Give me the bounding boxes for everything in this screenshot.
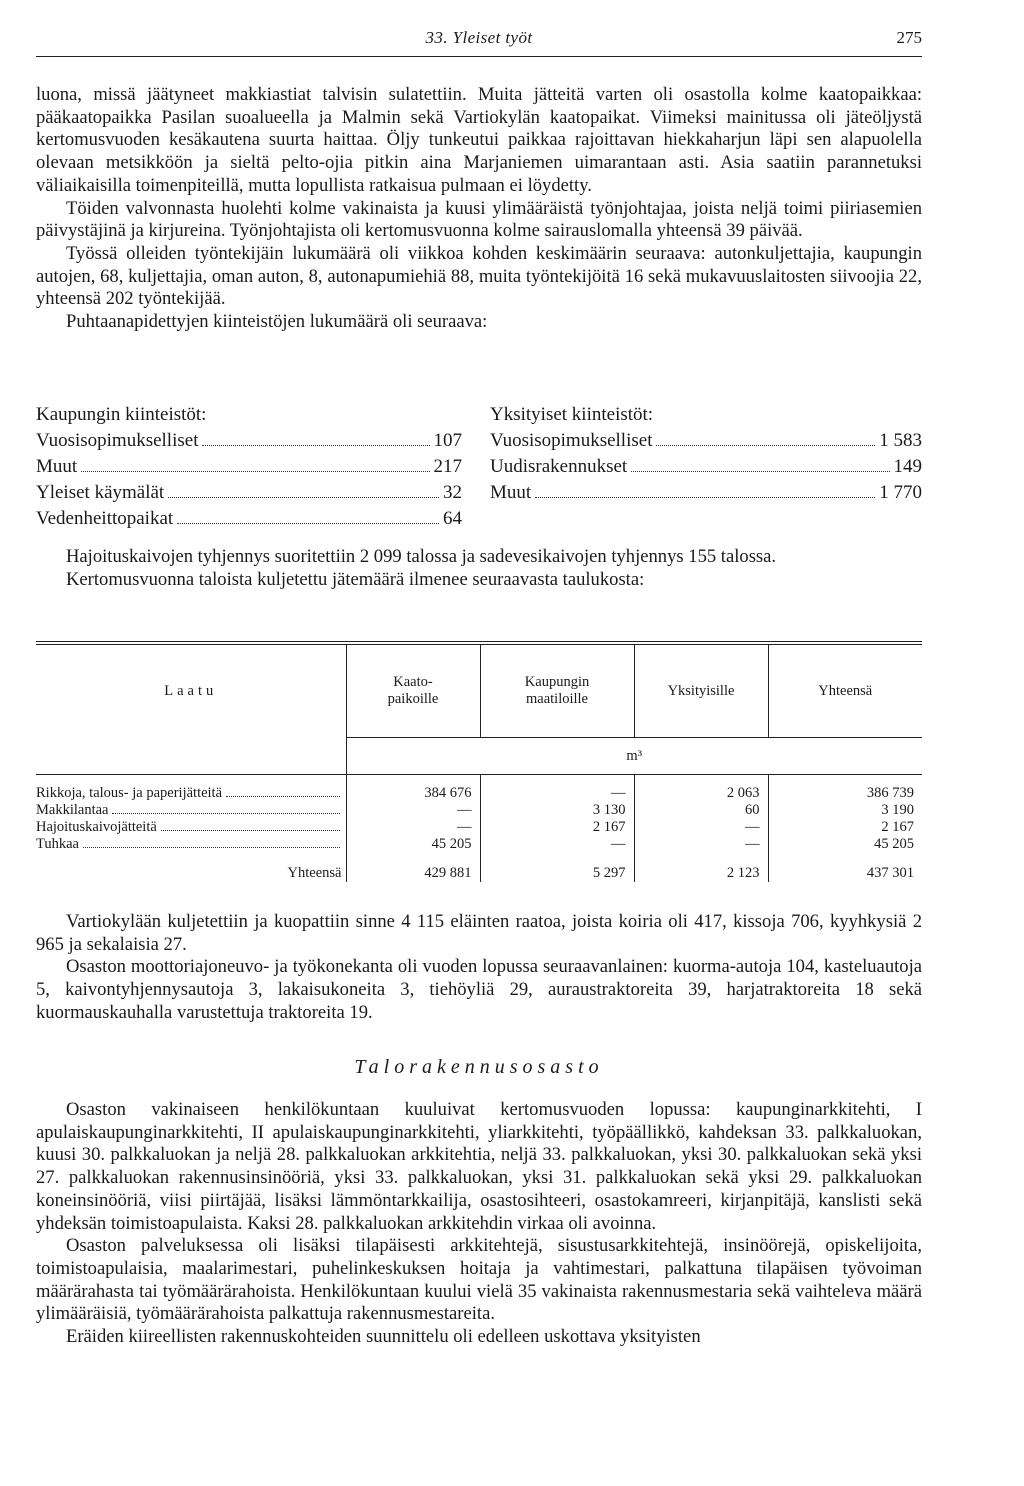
header-kaatopaikoille: Kaato- paikoille — [346, 643, 480, 738]
section-title: Talorakennusosasto — [354, 1056, 604, 1078]
item-label: Muut — [490, 482, 532, 503]
table-cell: 3 130 — [480, 802, 634, 819]
row-label: Makkilantaa — [36, 802, 109, 818]
property-lists — [36, 402, 922, 532]
unit-label: m³ — [346, 738, 922, 775]
paragraph: Töiden valvonnasta huolehti kolme vakinaista ja kuusi ylimääräistä työnjohtajaa, joista neljä toimi piiriasemien päivystäjinä ja kirjureina. Työnjohtajista oli kertomusvuonna kolme sairauslomalla yhteensä 39 päivää. — [36, 197, 922, 242]
paragraph: Eräiden kiireellisten rakennuskohteiden suunnittelu oli edelleen uskottava yksityisten — [66, 1326, 701, 1348]
table-cell: — — [480, 775, 634, 803]
table-cell: 2 167 — [480, 819, 634, 836]
header-kaupungin-maatiloille: Kaupungin maatiloille — [480, 643, 634, 738]
table-cell: 384 676 — [346, 775, 480, 803]
table-cell: — — [480, 836, 634, 853]
paragraph: luona, missä jäätyneet makkiastiat talvisin sulatettiin. Muita jätteitä varten oli osastolla kolme kaatopaikkaa: pääkaatopaikka Pasilan suoalueella ja Malmin sekä Vartiokylän kaatopaikat. Viimeksi mainitussa oli jäteöljystä kertomusvuoden kesäkautena suurta haittaa. Öljy tunkeutui paikkaa rajoittavan hiekkaharjun läpi sen alapuolella olevaan metsikköön ja sieltä pelto-ojia pitkin aina Marjaniemen uimarantaan asti. Asia saatiin parannetuksi väliaikaisilla toimenpiteillä, mutta lopullista ratkaisua pulmaan ei löydetty. — [36, 84, 922, 196]
list-item — [490, 428, 922, 454]
list-item — [36, 454, 462, 480]
row-label: Hajoituskaivojätteitä — [36, 819, 157, 835]
table-cell: 2 167 — [768, 819, 922, 836]
table-cell: 2 123 — [634, 853, 768, 882]
header-yhteensa: Yhteensä — [768, 643, 922, 738]
table-row — [36, 819, 922, 836]
item-value: 1 583 — [879, 430, 922, 451]
item-value: 64 — [443, 508, 462, 529]
table-row — [36, 775, 922, 803]
paragraph: Osaston palveluksessa oli lisäksi tilapäisesti arkkitehtejä, sisustusarkkitehtejä, insinöörejä, opiskelijoita, toimistoapulaisia, maalarimestari, puhelinkeskuksen hoitaja ja vahtimestari, palkattuna tilapäisen työvoiman määrärahasta tai työmäärärahoista. Henkilökuntaan kuului vielä 35 vakinaista rakennusmestaria sekä vaihteleva määrä ylimääräisiä, työmäärärahoista palkattuja rakennusmestareita. — [36, 1235, 922, 1325]
table-cell: 437 301 — [768, 853, 922, 882]
table-cell: 429 881 — [346, 853, 480, 882]
table-cell: 45 205 — [346, 836, 480, 853]
item-value: 149 — [893, 456, 922, 477]
table-cell: 45 205 — [768, 836, 922, 853]
list-item — [36, 428, 462, 454]
item-value: 32 — [443, 482, 462, 503]
paragraph: Puhtaanapidettyjen kiinteistöjen lukumäärä oli seuraava: — [66, 311, 488, 333]
item-label: Vuosisopimukselliset — [36, 430, 199, 451]
item-value: 1 770 — [879, 482, 922, 503]
item-label: Vedenheittopaikat — [36, 508, 174, 529]
list-heading: Kaupungin kiinteistöt: — [36, 404, 207, 425]
table-row — [36, 836, 922, 853]
table-total-row — [36, 853, 922, 882]
table-cell: 2 063 — [634, 775, 768, 803]
table-cell: — — [634, 819, 768, 836]
running-title: 33. Yleiset työt — [425, 28, 533, 47]
intro-text — [36, 84, 922, 334]
section-text — [36, 1099, 922, 1349]
list-item — [490, 480, 922, 506]
item-label: Muut — [36, 456, 78, 477]
table-row — [36, 802, 922, 819]
item-label: Yleiset käymälät — [36, 482, 165, 503]
paragraph: Osaston moottoriajoneuvo- ja työkonekanta oli vuoden lopussa seuraavanlainen: kuorma-autoja 104, kasteluautoja 5, kaivontyhjennysautoja 3, lakaisukoneita 3, tiehöyliä 29, auraustraktoreita 39, harjatraktoreita 18 sekä kuormauskauhalla varustettuja traktoreita 19. — [36, 956, 922, 1023]
header-yksityisille: Yksityisille — [634, 643, 768, 738]
list-item — [490, 454, 922, 480]
waste-table — [36, 641, 922, 889]
table-cell: 3 190 — [768, 802, 922, 819]
header-laatu: Laatu — [36, 643, 346, 738]
item-label: Vuosisopimukselliset — [490, 430, 653, 451]
list-item — [36, 480, 462, 506]
list-item — [36, 506, 462, 532]
table-cell: — — [634, 836, 768, 853]
paragraph: Kertomusvuonna taloista kuljetettu jätemäärä ilmenee seuraavasta taulukosta: — [66, 568, 645, 590]
table-cell: 386 739 — [768, 775, 922, 803]
table-cell: — — [346, 819, 480, 836]
page-number: 275 — [896, 28, 922, 47]
paragraph: Hajoituskaivojen tyhjennys suoritettiin 2 099 talossa ja sadevesikaivojen tyhjennys 155 talossa. — [66, 546, 777, 567]
row-label: Rikkoja, talous- ja paperijätteitä — [36, 785, 223, 801]
page-header — [36, 28, 922, 57]
total-label: Yhteensä — [287, 865, 342, 881]
mid-text — [36, 546, 922, 591]
row-label: Tuhkaa — [36, 836, 79, 852]
paragraph: Vartiokylään kuljetettiin ja kuopattiin sinne 4 115 eläinten raatoa, joista koiria oli 417, kissoja 706, kyyhkysiä 2 965 ja sekalaisia 27. — [36, 911, 922, 955]
table-cell: — — [346, 802, 480, 819]
list-heading: Yksityiset kiinteistöt: — [490, 404, 654, 425]
city-property-list — [36, 402, 462, 532]
item-value: 217 — [433, 456, 462, 477]
paragraph: Työssä olleiden työntekijäin lukumäärä oli viikkoa kohden keskimäärin seuraava: autonkuljettajia, kaupungin autojen, 68, kuljettajia, oman auton, 8, autonapumiehiä 88, muita työntekijöitä 16 sekä mukavuuslaitosten siivoojia 22, yhteensä 202 työntekijää. — [36, 242, 922, 310]
table-cell: 5 297 — [480, 853, 634, 882]
item-value: 107 — [433, 430, 462, 451]
paragraph: Osaston vakinaiseen henkilökuntaan kuuluivat kertomusvuoden lopussa: kaupunginarkkitehti, I apulaiskaupunginarkkitehti, II apulaiskaupunginarkkitehti, yliarkkitehti, työpäällikkö, kahdeksan 33. palkkaluokan, kuusi 30. palkkaluokan ja neljä 28. palkkaluokan arkkitehtia, neljä 33. palkkaluokan, yksi 30. palkkaluokan sekä yksi 27. palkkaluokan rakennusinsinööriä, yksi 33. palkkaluokan, yksi 31. palkkaluokan sekä yksi 29. palkkaluokan koneinsinööriä, viisi piirtäjää, lisäksi lämmöntarkkailija, osastosihteeri, osastokamreeri, kirjanpitäjä, kanslisti sekä yhdeksän toimistoapulaista. Kaksi 28. palkkaluokan arkkitehdin virkaa oli avoinna. — [36, 1099, 922, 1234]
post-table-text — [36, 911, 922, 1025]
private-property-list — [490, 402, 922, 506]
item-label: Uudisrakennukset — [490, 456, 628, 477]
table-cell: 60 — [634, 802, 768, 819]
